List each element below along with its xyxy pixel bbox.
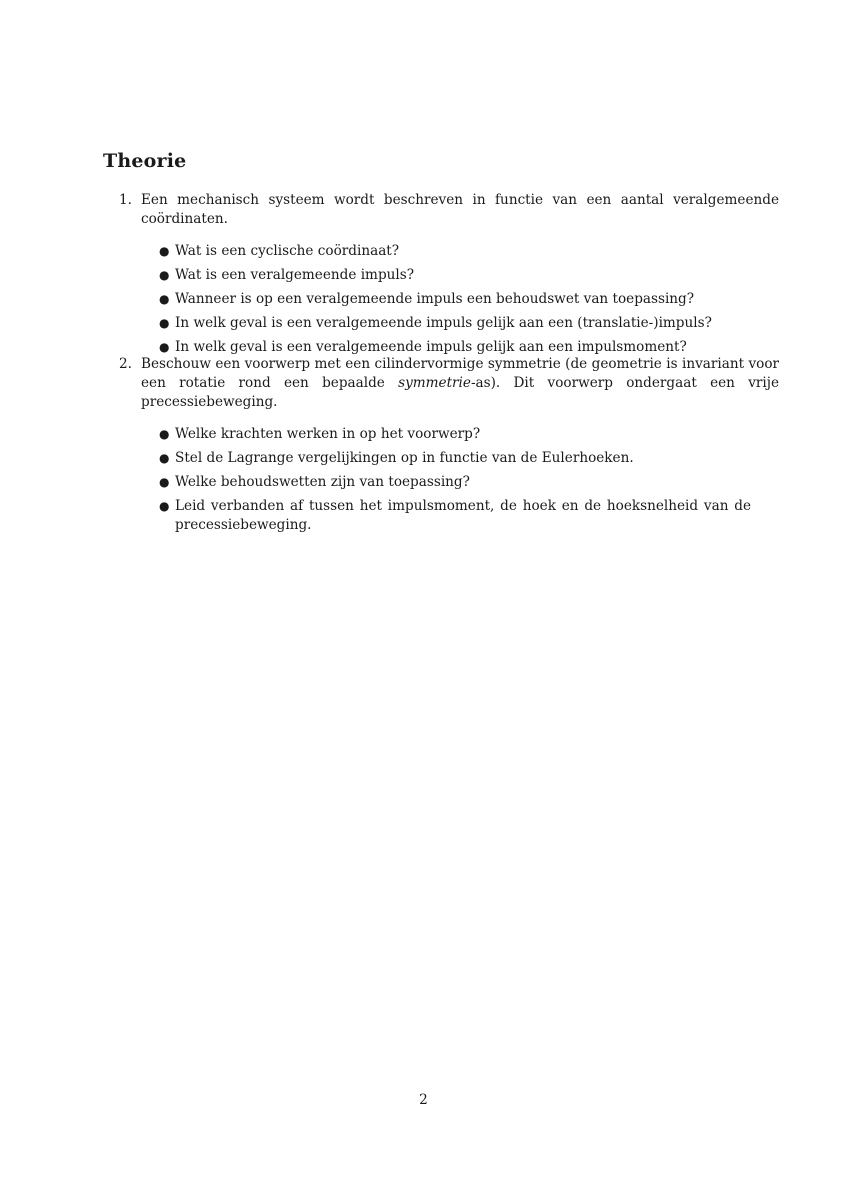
bullet-text: Welke krachten werken in op het voorwerp?: [175, 426, 481, 442]
bullet-text: Wat is een cyclische coördinaat?: [175, 243, 400, 259]
question-2-text-after: -as). Dit voorwerp ondergaat een vrije precessiebeweging.: [141, 375, 779, 410]
bullet-text: Wat is een veralgemeende impuls?: [175, 267, 415, 283]
question-1-bullet-list: [119, 242, 779, 357]
question-2-header: [119, 355, 779, 412]
bullet-text: In welk geval is een veralgemeende impuls gelijk aan een (translatie-)impuls?: [175, 315, 712, 331]
bullet-icon: ●: [159, 475, 170, 489]
bullet-icon: ●: [159, 499, 170, 513]
question-2: [119, 355, 779, 540]
bullet-text: Leid verbanden af tussen het impulsmoment, de hoek en de hoeksnelheid van de precessiebeweging.: [175, 498, 751, 533]
list-item: [159, 497, 779, 535]
bullet-text: Wanneer is op een veralgemeende impuls een behoudswet van toepassing?: [175, 291, 695, 307]
bullet-icon: ●: [159, 268, 170, 282]
question-2-number: 2.: [119, 356, 132, 372]
question-2-bullet-list: [119, 425, 779, 535]
list-item: [159, 449, 779, 468]
question-2-text-emphasis: symmetrie: [398, 375, 471, 391]
bullet-text: Welke behoudswetten zijn van toepassing?: [175, 474, 470, 490]
page-number: 2: [419, 1092, 428, 1108]
bullet-text: In welk geval is een veralgemeende impuls gelijk aan een impulsmoment?: [175, 339, 687, 355]
bullet-icon: ●: [159, 451, 170, 465]
list-item: [159, 242, 779, 261]
section-title: Theorie: [103, 150, 187, 172]
question-1-number: 1.: [119, 192, 132, 208]
question-1: [119, 191, 779, 362]
bullet-icon: ●: [159, 340, 170, 354]
question-2-text: [141, 355, 779, 412]
question-2-text-before: Beschouw een voorwerp met een cilindervormige symmetrie (de geometrie is invariant voor een rotatie rond een bepaalde: [141, 356, 779, 391]
list-item: [159, 473, 779, 492]
bullet-icon: ●: [159, 427, 170, 441]
question-1-text: Een mechanisch systeem wordt beschreven in functie van een aantal veralgemeende coördinaten.: [141, 192, 779, 227]
list-item: [159, 314, 779, 333]
bullet-icon: ●: [159, 316, 170, 330]
list-item: [159, 266, 779, 285]
list-item: [159, 290, 779, 309]
bullet-text: Stel de Lagrange vergelijkingen op in functie van de Eulerhoeken.: [175, 450, 634, 466]
question-1-header: [119, 191, 779, 229]
bullet-icon: ●: [159, 244, 170, 258]
bullet-icon: ●: [159, 292, 170, 306]
list-item: [159, 425, 779, 444]
